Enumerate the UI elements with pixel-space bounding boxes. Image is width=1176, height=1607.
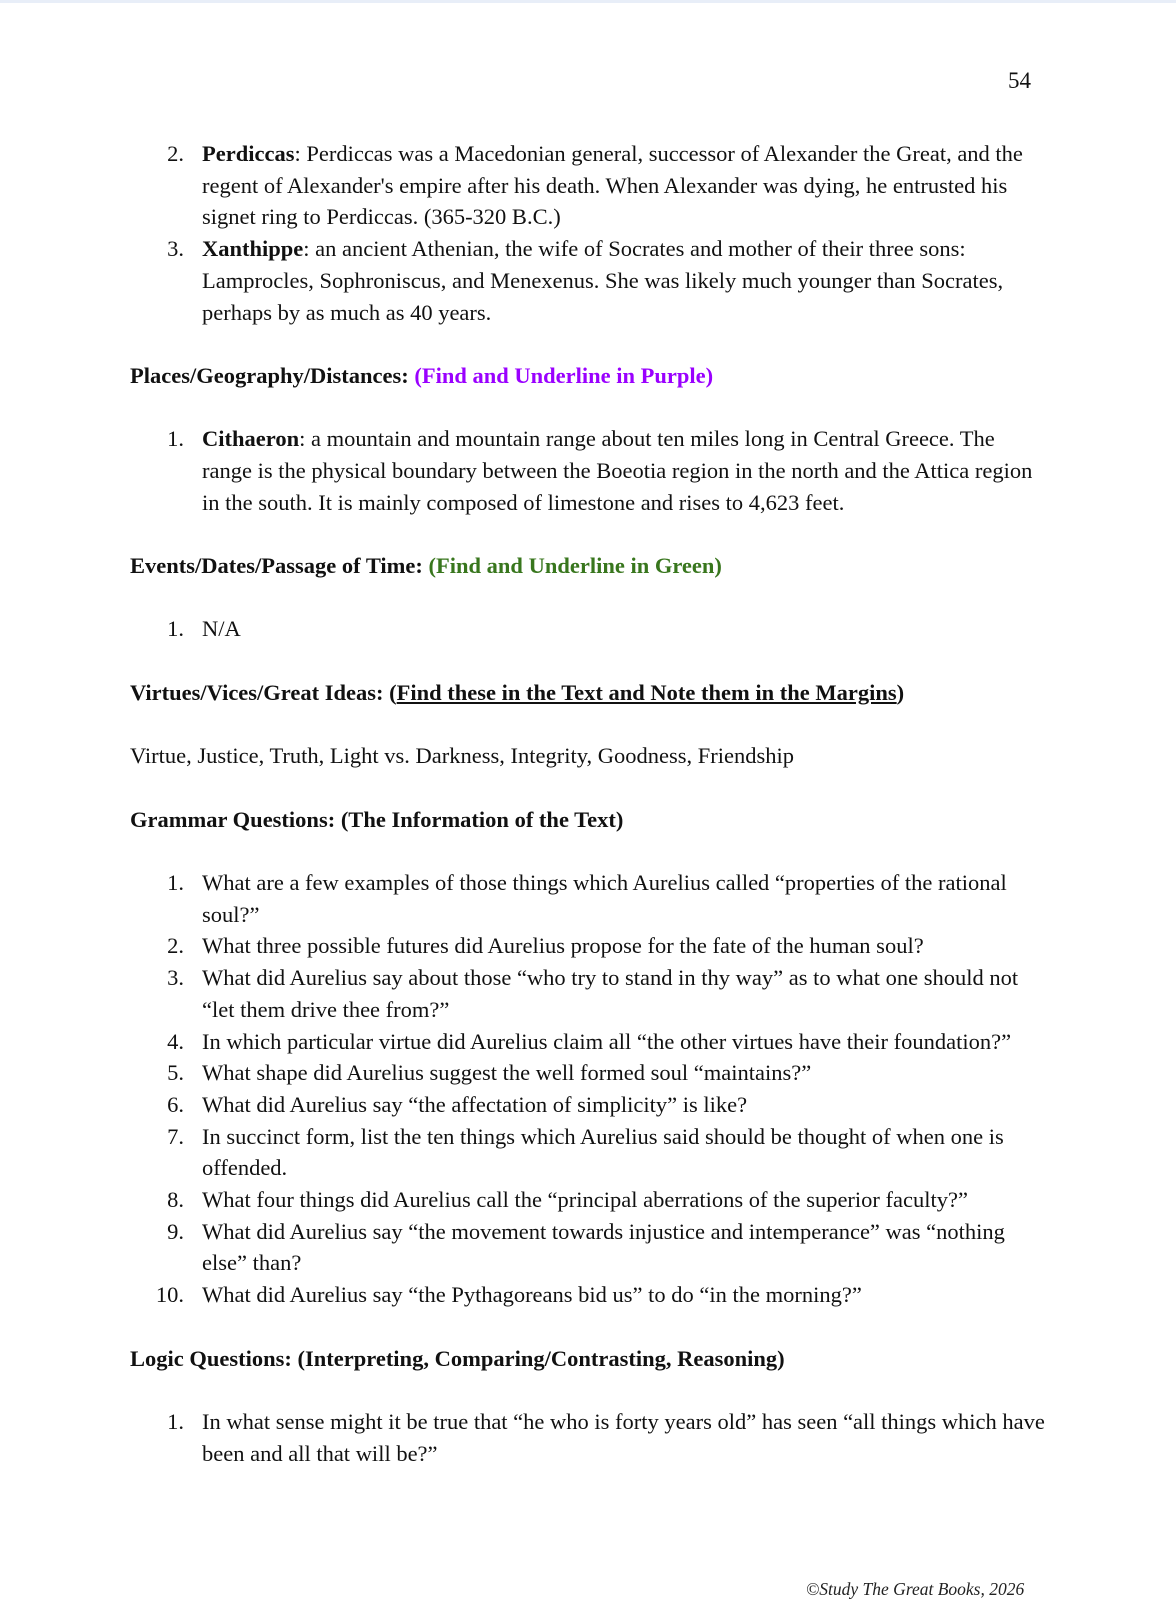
- list-number: 9.: [167, 1218, 184, 1244]
- definition: : Perdiccas was a Macedonian general, successor of Alexander the Great, and the regent of Alexander's empire after his death. When Alexander was dying, he entrusted his signet ring to Perdiccas. (365-320 B.C.): [202, 141, 1023, 230]
- question-text: What did Aurelius say “the affectation of simplicity” is like?: [202, 1091, 748, 1117]
- question-item: [130, 1216, 1050, 1279]
- term: Cithaeron: [202, 426, 300, 452]
- grammar-questions: [130, 867, 1050, 1311]
- logic-heading: Logic Questions: (Interpreting, Comparing/Contrasting, Reasoning): [130, 1345, 785, 1371]
- places-heading: [130, 360, 1050, 392]
- places-instruction: (Find and Underline in Purple): [414, 362, 714, 388]
- question-item: [130, 1406, 1050, 1469]
- list-number: 3.: [167, 965, 184, 991]
- events-instruction: (Find and Underline in Green): [428, 553, 722, 579]
- virtues-paren-close: ): [896, 679, 905, 705]
- document-body: [130, 138, 1050, 1469]
- definition: : an ancient Athenian, the wife of Socrates and mother of their three sons: Lamprocles, Sophroniscus, and Menexenus. She was likely much younger than Socrates, perhaps by as much as 40 years.: [202, 236, 1004, 325]
- question-text: What are a few examples of those things which Aurelius called “properties of the rational soul?”: [202, 870, 1007, 927]
- term: Xanthippe: [202, 236, 304, 262]
- events-list: [130, 613, 1050, 645]
- page-top-edge: [0, 0, 1176, 3]
- list-number: 4.: [167, 1028, 184, 1054]
- question-text: In which particular virtue did Aurelius claim all “the other virtues have their foundation?”: [202, 1028, 1012, 1054]
- places-heading-label: Places/Geography/Distances:: [130, 362, 415, 388]
- list-number: 2.: [167, 933, 184, 959]
- list-number: 1.: [167, 1408, 184, 1434]
- virtues-heading-label: Virtues/Vices/Great Ideas:: [130, 679, 390, 705]
- question-text: In what sense might it be true that “he who is forty years old” has seen “all things which have been and all that will be?”: [202, 1408, 1045, 1466]
- list-text: N/A: [202, 616, 241, 642]
- question-text: In succinct form, list the ten things which Aurelius said should be thought of when one is offended.: [202, 1123, 1004, 1181]
- people-list: [130, 138, 1050, 328]
- places-list: [130, 423, 1050, 518]
- question-item: [130, 1057, 1050, 1089]
- question-item: [130, 1279, 1050, 1311]
- question-item: [130, 962, 1050, 1025]
- virtues-heading: [130, 677, 1050, 709]
- list-number: 7.: [167, 1123, 184, 1149]
- question-item: [130, 1026, 1050, 1058]
- question-item: [130, 1121, 1050, 1184]
- question-text: What three possible futures did Aurelius propose for the fate of the human soul?: [202, 933, 924, 959]
- list-item: [130, 233, 1050, 328]
- list-number: 1.: [167, 616, 184, 642]
- list-item: [130, 423, 1050, 518]
- question-text: What did Aurelius say “the movement towards injustice and intemperance” was “nothing else” than?: [202, 1218, 1005, 1276]
- virtues-instruction: Find these in the Text and Note them in the Margins: [396, 679, 897, 705]
- grammar-heading: Grammar Questions: (The Information of the Text): [130, 806, 624, 832]
- definition: : a mountain and mountain range about ten miles long in Central Greece. The range is the physical boundary between the Boeotia region in the north and the Attica region in the south. It is mainly composed of limestone and rises to 4,623 feet.: [202, 426, 1033, 515]
- question-item: [130, 1184, 1050, 1216]
- question-text: What did Aurelius say “the Pythagoreans bid us” to do “in the morning?”: [202, 1282, 862, 1308]
- question-item: [130, 1089, 1050, 1121]
- logic-questions: [130, 1406, 1050, 1469]
- list-number: 1.: [167, 426, 184, 452]
- question-item: [130, 867, 1050, 930]
- list-number: 10.: [155, 1282, 184, 1308]
- question-item: [130, 930, 1050, 962]
- list-number: 6.: [167, 1091, 184, 1117]
- question-text: What shape did Aurelius suggest the well formed soul “maintains?”: [202, 1060, 812, 1086]
- virtues-list: Virtue, Justice, Truth, Light vs. Darkness, Integrity, Goodness, Friendship: [130, 743, 795, 769]
- list-number: 8.: [167, 1187, 184, 1213]
- virtues-paren-open: (: [389, 679, 397, 705]
- events-heading: [130, 550, 1050, 582]
- list-number: 3.: [167, 236, 184, 262]
- list-item: [130, 613, 1050, 645]
- list-number: 2.: [167, 141, 184, 166]
- events-heading-label: Events/Dates/Passage of Time:: [130, 553, 429, 579]
- list-number: 5.: [167, 1060, 184, 1086]
- term: Perdiccas: [202, 141, 295, 166]
- list-item: [130, 138, 1050, 233]
- question-text: What did Aurelius say about those “who try to stand in thy way” as to what one should not “let them drive thee from?”: [202, 965, 1019, 1022]
- list-number: 1.: [167, 870, 184, 896]
- copyright-footer: ©Study The Great Books, 2026: [806, 1579, 1025, 1599]
- page-number: 54: [1008, 68, 1031, 93]
- question-text: What four things did Aurelius call the “principal aberrations of the superior faculty?”: [202, 1187, 968, 1213]
